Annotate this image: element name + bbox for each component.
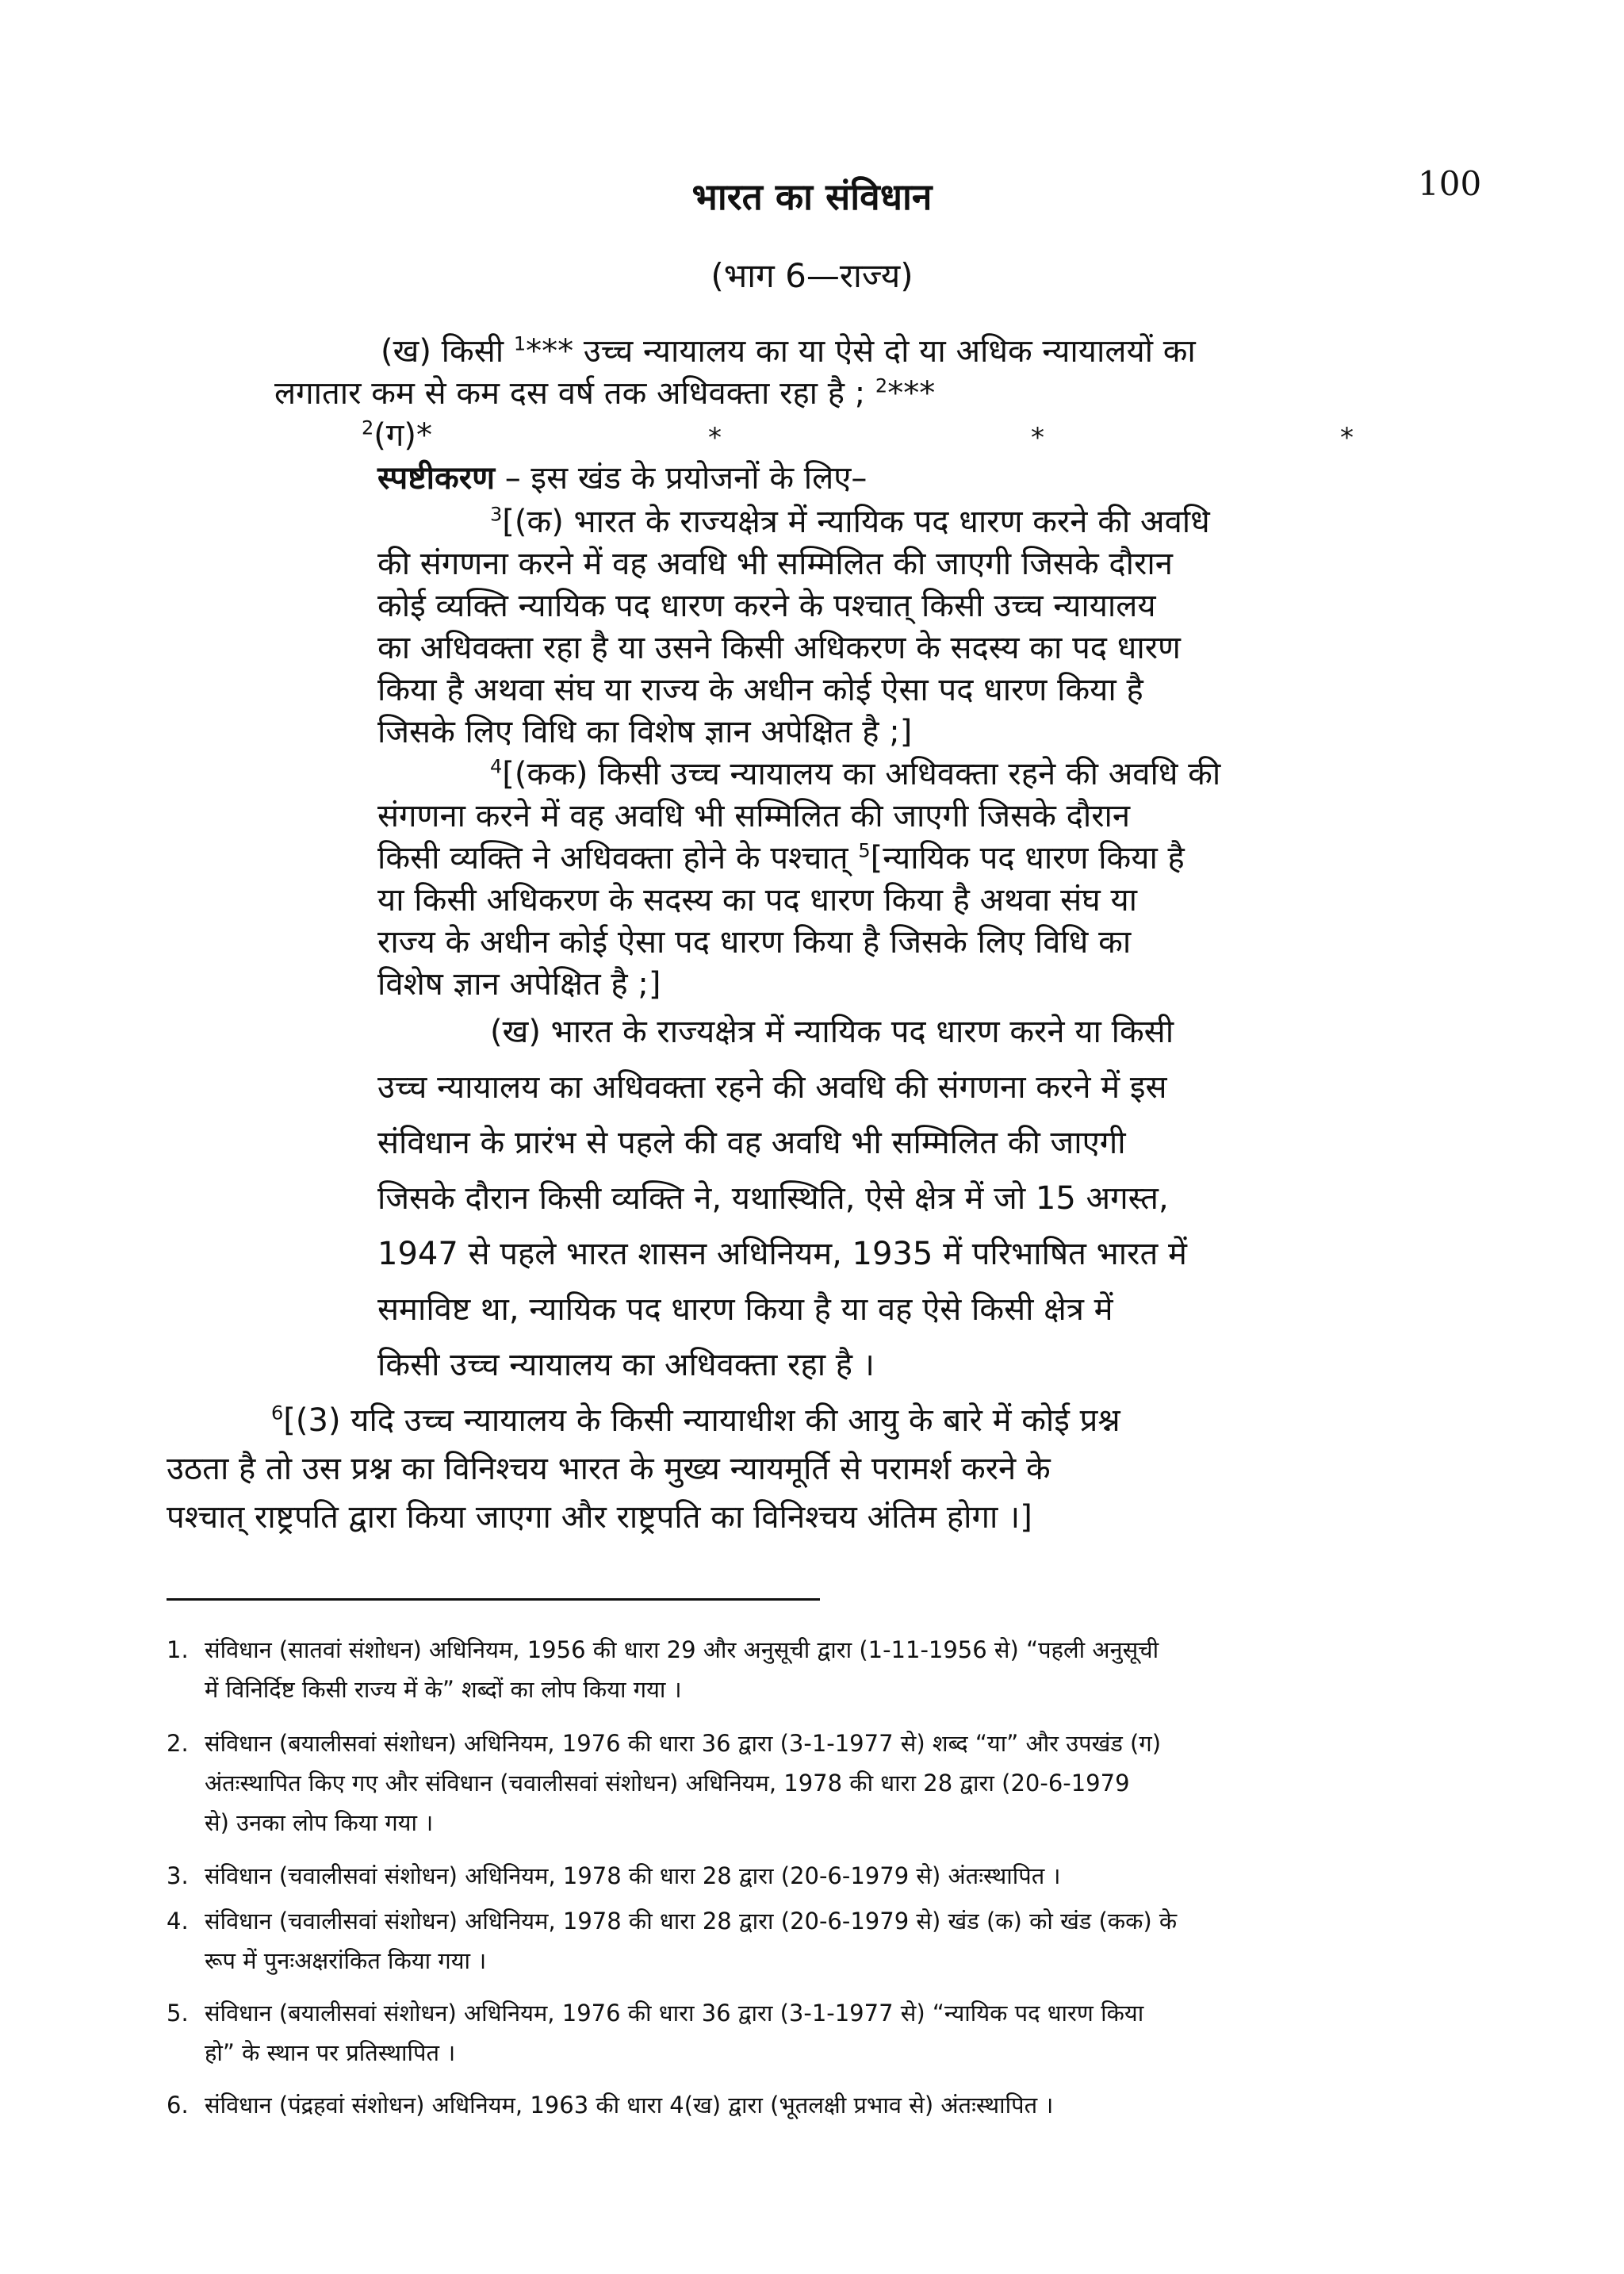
footnote-number: 5. — [167, 2000, 189, 2027]
footnote-ref[interactable]: 1 — [513, 332, 527, 355]
clause-ga-line: $^2$(ग)* — [362, 416, 433, 454]
para-ka-line: का अधिवक्ता रहा है या उसने किसी अधिकरण के सदस्य का पद धारण — [377, 630, 1181, 666]
omission-star: * — [1340, 422, 1354, 454]
footnote-ref[interactable]: 6 — [271, 1402, 284, 1425]
clause-3-line: उठता है तो उस प्रश्न का विनिश्चय भारत के मुख्य न्यायमूर्ति से परामर्श करने के — [167, 1451, 1051, 1487]
footnote-ref[interactable]: 2 — [362, 416, 374, 439]
para-kaka-line: विशेष ज्ञान अपेक्षित है ;] — [377, 966, 661, 1003]
clause-3-line: पश्चात् राष्ट्रपति द्वारा किया जाएगा और राष्ट्रपति का विनिश्चय अंतिम होगा ।] — [167, 1499, 1032, 1536]
omission-star: * — [1031, 422, 1044, 454]
para-ka-line: कोई व्यक्ति न्यायिक पद धारण करने के पश्चात् किसी उच्च न्यायालय — [377, 588, 1156, 624]
footnote-ref[interactable]: 2 — [875, 374, 888, 397]
footnote-line: संविधान (चवालीसवां संशोधन) अधिनियम, 1978 की धारा 28 द्वारा (20-6-1979 से) अंतःस्थापित । — [205, 1862, 1061, 1889]
para-ka-line: जिसके लिए विधि का विशेष ज्ञान अपेक्षित है ;] — [377, 714, 913, 750]
footnote-line: से) उनका लोप किया गया । — [205, 1809, 434, 1836]
footnote-line: संविधान (बयालीसवां संशोधन) अधिनियम, 1976 की धारा 36 द्वारा (3-1-1977 से) “न्यायिक पद धारण किया — [205, 2000, 1144, 2027]
document-title: भारत का संविधान — [691, 175, 933, 218]
para-kaka-line: या किसी अधिकरण के सदस्य का पद धारण किया है अथवा संघ या — [377, 882, 1138, 918]
footnote-line: संविधान (चवालीसवां संशोधन) अधिनियम, 1978 की धारा 28 द्वारा (20-6-1979 से) खंड (क) को खंड (कक) के — [205, 1908, 1178, 1935]
footnote-line: हो” के स्थान पर प्रतिस्थापित । — [205, 2039, 456, 2066]
para-kaka-line: $^4$[(कक) किसी उच्च न्यायालय का अधिवक्ता रहने की अवधि की — [490, 755, 1221, 792]
footnote-ref[interactable]: 3 — [490, 503, 503, 526]
footnote-number: 2. — [167, 1730, 189, 1757]
para-kha-line: 1947 से पहले भारत शासन अधिनियम, 1935 में परिभाषित भारत में — [377, 1236, 1187, 1272]
para-kha-line: किसी उच्च न्यायालय का अधिवक्ता रहा है । — [377, 1347, 875, 1383]
footnote-line: रूप में पुनःअक्षरांकित किया गया । — [205, 1947, 487, 1974]
footnote-separator — [167, 1598, 820, 1601]
footnote-number: 4. — [167, 1908, 189, 1935]
footnote-line: अंतःस्थापित किए गए और संविधान (चवालीसवां संशोधन) अधिनियम, 1978 की धारा 28 द्वारा (20-6-1979 — [205, 1770, 1130, 1797]
clause-kha-line: लगातार कम से कम दस वर्ष तक अधिवक्ता रहा है ; $^2$*** — [274, 374, 936, 412]
para-kaka-line: राज्य के अधीन कोई ऐसा पद धारण किया है जिसके लिए विधि का — [377, 924, 1132, 961]
footnote-line: में विनिर्दिष्ट किसी राज्य में के” शब्दों का लोप किया गया । — [205, 1676, 682, 1703]
footnote-number: 6. — [167, 2092, 189, 2119]
footnote-line: संविधान (बयालीसवां संशोधन) अधिनियम, 1976 की धारा 36 द्वारा (3-1-1977 से) शब्द “या” और उपखंड (ग) — [205, 1730, 1162, 1757]
footnote-line: संविधान (सातवां संशोधन) अधिनियम, 1956 की धारा 29 और अनुसूची द्वारा (1-11-1956 से) “पहली अनुसूची — [205, 1636, 1159, 1663]
explanation-line: स्पष्टीकरण – इस खंड के प्रयोजनों के लिए– — [377, 460, 868, 497]
para-ka-line: की संगणना करने में वह अवधि भी सम्मिलित की जाएगी जिसके दौरान — [377, 546, 1173, 582]
clause-3-line: $^6$[(3) यदि उच्च न्यायालय के किसी न्यायाधीश की आयु के बारे में कोई प्रश्न — [271, 1402, 1120, 1439]
explanation-heading: स्पष्टीकरण — [377, 460, 495, 497]
para-kha-line: (ख) भारत के राज्यक्षेत्र में न्यायिक पद धारण करने या किसी — [490, 1014, 1174, 1050]
para-kha-line: उच्च न्यायालय का अधिवक्ता रहने की अवधि की संगणना करने में इस — [377, 1069, 1167, 1106]
clause-kha-line: (ख) किसी $^1$*** उच्च न्यायालय का या ऐसे दो या अधिक न्यायालयों का — [381, 332, 1196, 370]
footnote-line: संविधान (पंद्रहवां संशोधन) अधिनियम, 1963 की धारा 4(ख) द्वारा (भूतलक्षी प्रभाव से) अंतःस्थापित । — [205, 2092, 1054, 2119]
para-kha-line: जिसके दौरान किसी व्यक्ति ने, यथास्थिति, ऐसे क्षेत्र में जो 15 अगस्त, — [377, 1180, 1169, 1217]
omission-star: * — [708, 422, 722, 454]
para-kaka-line: किसी व्यक्ति ने अधिवक्ता होने के पश्चात् $^5$[न्यायिक पद धारण किया है — [377, 839, 1185, 876]
footnote-ref[interactable]: 5 — [858, 839, 871, 862]
part-heading: (भाग 6—राज्य) — [710, 256, 914, 295]
para-ka-line: $^3$[(क) भारत के राज्यक्षेत्र में न्यायिक पद धारण करने की अवधि — [490, 503, 1210, 540]
page-number: 100 — [1418, 164, 1482, 203]
para-kha-line: समाविष्ट था, न्यायिक पद धारण किया है या वह ऐसे किसी क्षेत्र में — [377, 1291, 1113, 1328]
para-ka-line: किया है अथवा संघ या राज्य के अधीन कोई ऐसा पद धारण किया है — [377, 672, 1143, 708]
footnote-number: 3. — [167, 1862, 189, 1889]
footnote-ref[interactable]: 4 — [490, 755, 503, 778]
footnote-number: 1. — [167, 1636, 189, 1663]
para-kaka-line: संगणना करने में वह अवधि भी सम्मिलित की जाएगी जिसके दौरान — [377, 798, 1131, 834]
para-kha-line: संविधान के प्रारंभ से पहले की वह अवधि भी सम्मिलित की जाएगी — [377, 1125, 1126, 1161]
